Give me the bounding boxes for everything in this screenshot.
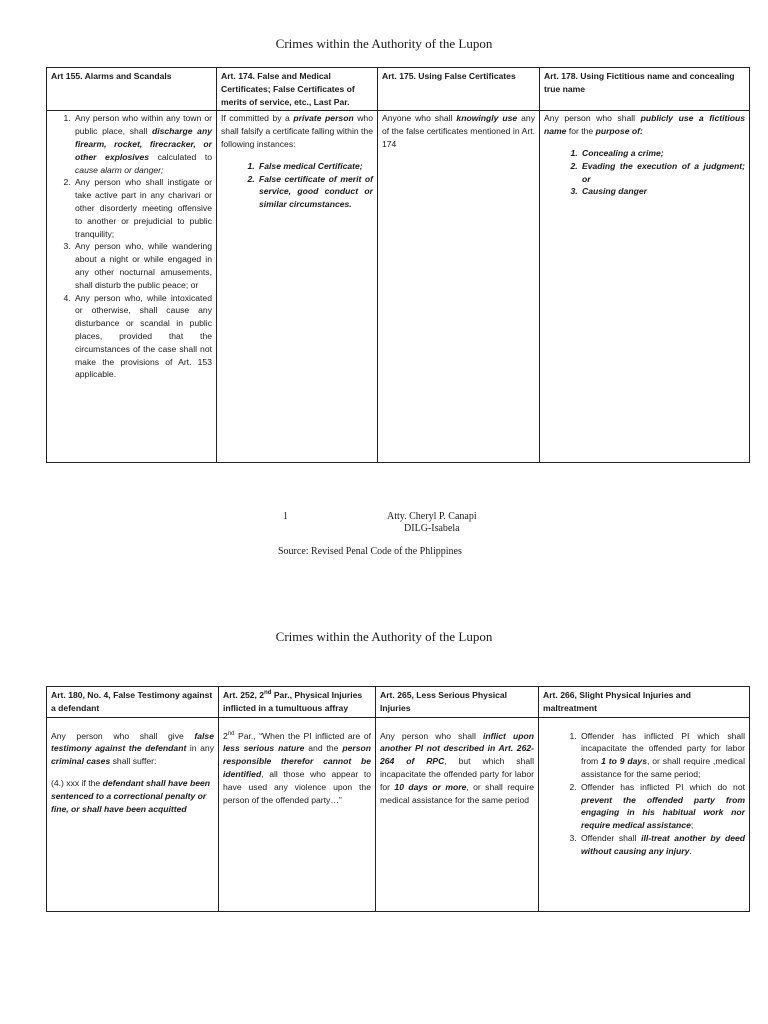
crimes-table-2 (46, 686, 750, 912)
table-header-row (47, 68, 750, 111)
list-item: 1. Offender has inflicted PI which shall incapacitate the offended party for labor from 1 to 9 days, or shall require ,medical assistance for the same period; (579, 730, 745, 781)
cell-art-175: Anyone who shall knowingly use any of the false certificates mentioned in Art. 174 (378, 111, 540, 463)
page-title: Crimes within the Authority of the Lupon (275, 36, 493, 51)
cell-art-180 (47, 717, 219, 911)
cell-paragraph: If committed by a private person who shall falsify a certificate falling within the following instances: (221, 113, 373, 149)
header-art-180: Art. 180, No. 4, False Testimony against a defendant (47, 687, 219, 718)
list-item: 2. Evading the execution of a judgment; or (580, 160, 745, 186)
list-item: 1. False medical Certificate; (257, 160, 373, 173)
author-name: Atty. Cheryl P. Canapi (387, 511, 477, 522)
alarms-list (51, 112, 212, 381)
author-office: DILG-Isabela (404, 523, 460, 534)
table-row (47, 717, 750, 911)
page-number: 1 (283, 511, 288, 522)
crimes-table-1 (46, 67, 750, 463)
cell-art-252: 2nd Par., “When the PI inflicted are of less serious nature and the person responsible therefor cannot be identified, all those who appear to have used any violence upon the person of the offended party…” (219, 717, 376, 911)
cell-art-155 (47, 111, 217, 463)
table-header-row (47, 687, 750, 718)
author-block (387, 511, 477, 535)
list-item: 4. Any person who, while intoxicated or otherwise, shall cause any disturbance or scandal in public places, provided that the circumstances of the case shall not make the provisions of Art. 153 applicable. (73, 292, 212, 382)
cell-paragraph: Any person who shall publicly use a fictitious name for the purpose of: (544, 113, 746, 137)
list-item: 1. Any person who within any town or public place, shall discharge any firearm, rocket, firecracker, or other explosives calculated to cause alarm or danger; (73, 112, 212, 176)
slight-injuries-list (543, 730, 745, 858)
header-art-252: Art. 252, 2nd Par., Physical Injuries inflicted in a tumultuous affray (219, 687, 376, 718)
header-art-266: Art. 266, Slight Physical Injuries and maltreatment (539, 687, 750, 718)
page-title: Crimes within the Authority of the Lupon (275, 629, 493, 644)
cell-art-265: Any person who shall inflict upon another PI not described in Art. 262-264 of RPC, but which shall incapacitate the offended party for labor for 10 days or more, or shall require medical assistance for the same period (376, 717, 539, 911)
list-item: 3. Causing danger (580, 185, 745, 198)
cell-art-174 (217, 111, 378, 463)
cell-art-266 (539, 717, 750, 911)
list-item: 3. Offender shall ill-treat another by deed without causing any injury. (579, 832, 745, 858)
list-item: 1. Concealing a crime; (580, 147, 745, 160)
header-art-265: Art. 265, Less Serious Physical Injuries (376, 687, 539, 718)
header-art-155: Art 155. Alarms and Scandals (47, 68, 217, 111)
header-art-174: Art. 174. False and Medical Certificates; False Certificates of merits of service, etc., Last Par. (217, 68, 378, 111)
list-item: 2. Any person who shall instigate or take active part in any charivari or other disorderly meeting offensive to another or prejudicial to public tranquility; (73, 176, 212, 240)
list-item: 3. Any person who, while wandering about a night or while engaged in any other nocturnal amusements, shall disturb the public peace; or (73, 240, 212, 291)
cell-paragraph: (4.) xxx if the defendant shall have been sentenced to a correctional penalty or fine, or shall have been acquitted (51, 777, 211, 814)
certificates-list (221, 160, 373, 211)
header-art-175: Art. 175. Using False Certificates (378, 68, 540, 111)
cell-art-178 (540, 111, 750, 463)
cell-paragraph: Any person who shall give false testimony against the defendant in any criminal cases shall suffer: (51, 730, 214, 767)
table-row (47, 111, 750, 463)
source-note: Source: Revised Penal Code of the Phlippines (278, 546, 462, 557)
purposes-list (544, 147, 745, 198)
list-item: 2. Offender has inflicted PI which do not prevent the offended party from engaging in his habitual work nor require medical assistance; (579, 781, 745, 832)
list-item: 2. False certificate of merit of service, good conduct or similar circumstances. (257, 173, 373, 211)
header-art-178: Art. 178. Using Fictitious name and concealing true name (540, 68, 750, 111)
